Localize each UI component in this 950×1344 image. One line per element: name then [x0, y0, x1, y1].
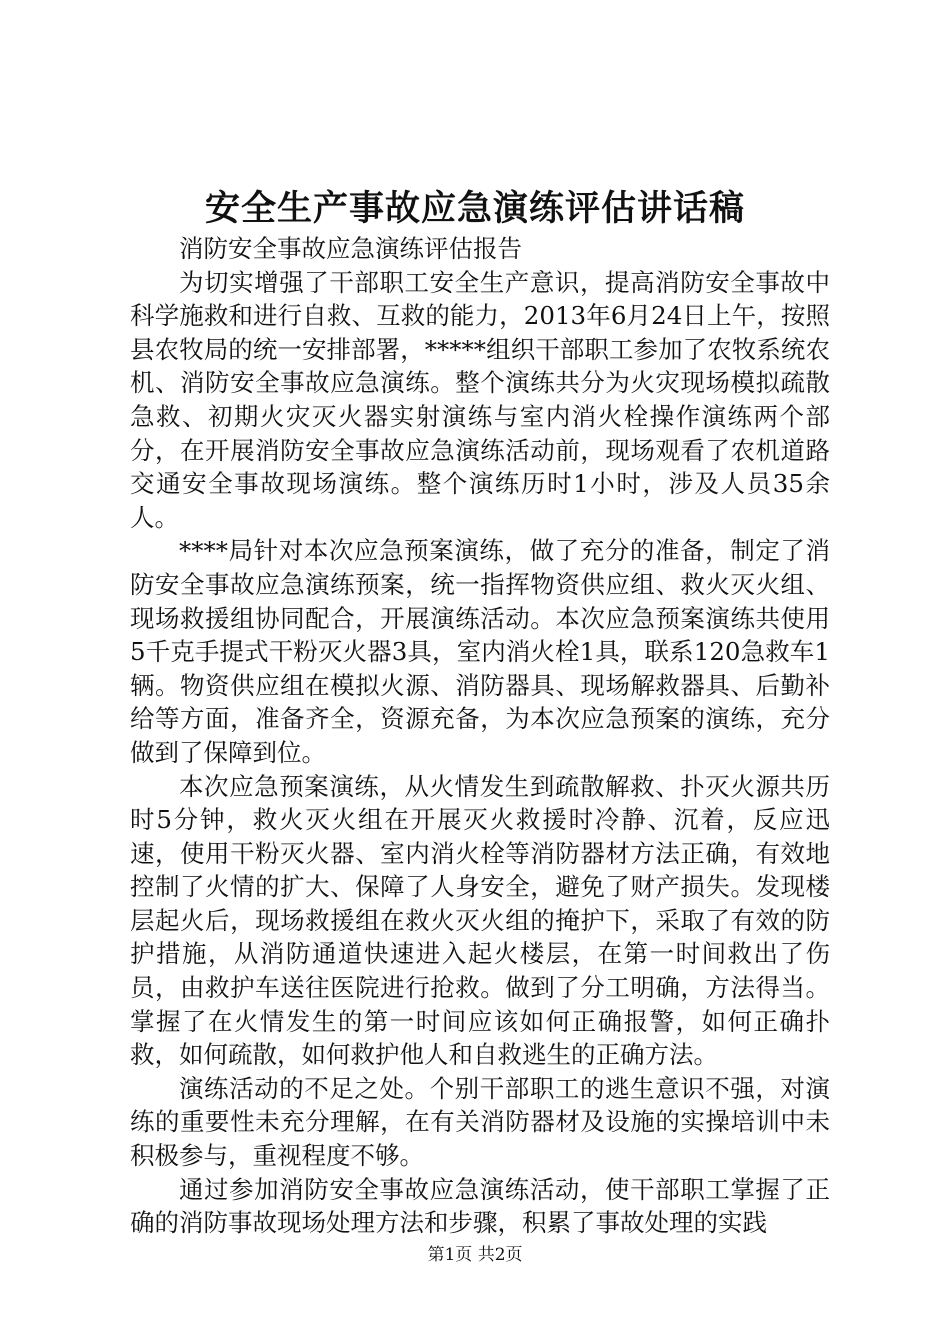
page-number-footer: 第1页 共2页: [427, 1245, 523, 1265]
paragraph-2: ****局针对本次应急预案演练，做了充分的准备，制定了消防安全事故应急演练预案，统一指挥物资供应组、救火灭火组、现场救援组协同配合，开展演练活动。本次应急预案演练共使用5千克手提式干粉灭火器3具，室内消火栓1具，联系120急救车1辆。物资供应组在模拟火源、消防器具、现场解救器具、后勤补给等方面，准备齐全，资源充备，为本次应急预案的演练，充分做到了保障到位。: [130, 536, 830, 767]
document-body: [130, 232, 830, 1240]
paragraph-subtitle: 消防安全事故应急演练评估报告: [179, 234, 522, 263]
paragraph-4: 演练活动的不足之处。个别干部职工的逃生意识不强，对演练的重要性未充分理解，在有关消防器材及设施的实操培训中未积极参与，重视程度不够。: [130, 1073, 830, 1171]
paragraph-3: 本次应急预案演练，从火情发生到疏散解救、扑灭火源共历时5分钟，救火灭火组在开展灭火救援时冷静、沉着，反应迅速，使用干粉灭火器、室内消火栓等消防器材方法正确，有效地控制了火情的扩大、保障了人身安全，避免了财产损失。发现楼层起火后，现场救援组在救火灭火组的掩护下，采取了有效的防护措施，从消防通道快速进入起火楼层，在第一时间救出了伤员，由救护车送往医院进行抢救。做到了分工明确，方法得当。掌握了在火情发生的第一时间应该如何正确报警，如何正确扑救，如何疏散，如何救护他人和自救逃生的正确方法。: [130, 771, 830, 1070]
document-title: 安全生产事故应急演练评估讲话稿: [204, 188, 745, 229]
paragraph-5: 通过参加消防安全事故应急演练活动，使干部职工掌握了正确的消防事故现场处理方法和步骤，积累了事故处理的实践: [130, 1174, 830, 1238]
paragraph-1: 为切实增强了干部职工安全生产意识，提高消防安全事故中科学施救和进行自救、互救的能力，2013年6月24日上午，按照县农牧局的统一安排部署，*****组织干部职工参加了农牧系统农机、消防安全事故应急演练。整个演练共分为火灾现场模拟疏散急救、初期火灾灭火器实射演练与室内消火栓操作演练两个部分，在开展消防安全事故应急演练活动前，现场观看了农机道路交通安全事故现场演练。整个演练历时1小时，涉及人员35余人。: [130, 267, 830, 532]
